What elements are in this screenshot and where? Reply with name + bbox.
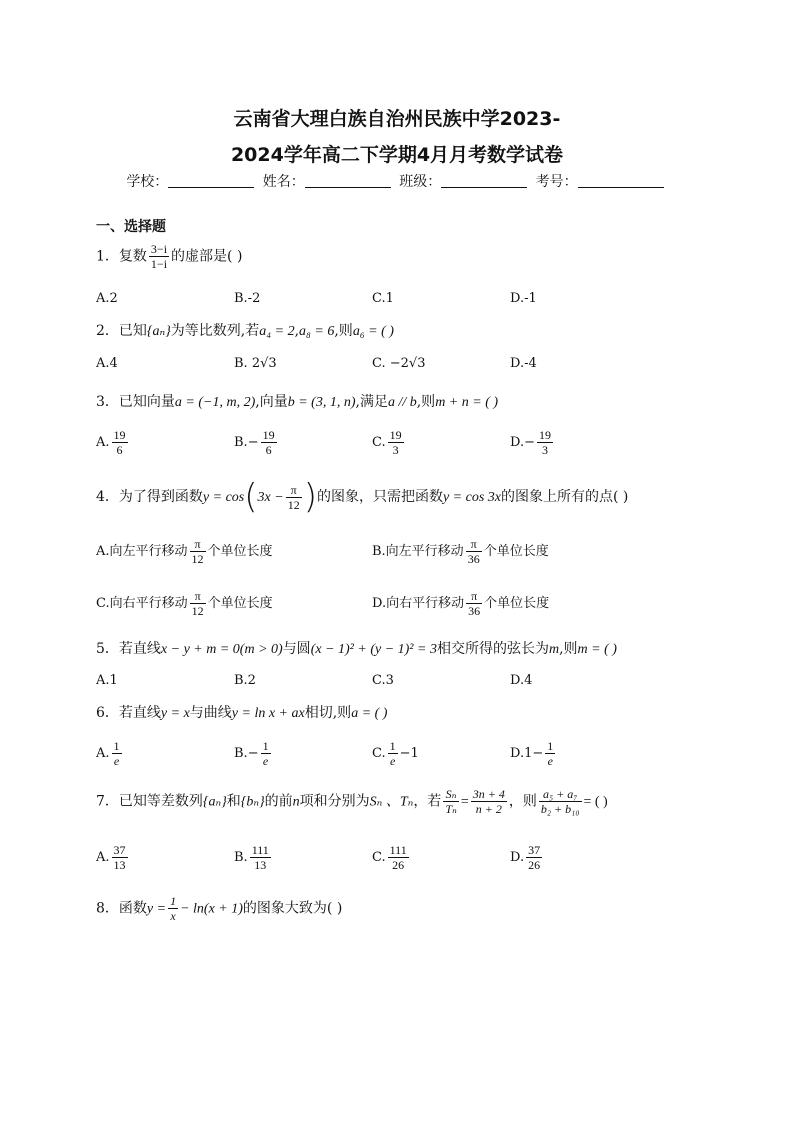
denominator: e bbox=[389, 754, 396, 768]
fraction bbox=[261, 428, 277, 457]
denominator: 12 bbox=[287, 497, 300, 512]
q3-option-b[interactable] bbox=[234, 428, 279, 457]
exam-title-line2: 2024学年高二下学期4月月考数学试卷 bbox=[230, 144, 564, 166]
option-tail: 个单位长度 bbox=[207, 596, 273, 611]
question-number: 5． bbox=[96, 641, 119, 657]
q4-option-b[interactable] bbox=[372, 537, 549, 566]
q7-option-d[interactable] bbox=[510, 843, 544, 872]
q6-option-a[interactable] bbox=[96, 739, 124, 768]
q7-option-b[interactable] bbox=[234, 843, 273, 872]
question-text: 的图象大致为( ) bbox=[242, 900, 343, 917]
option-label: A. bbox=[96, 850, 110, 865]
q2-option-d[interactable]: D.-4 bbox=[510, 356, 537, 371]
numerator: 1 bbox=[547, 739, 554, 753]
denominator: n + 2 bbox=[475, 802, 502, 816]
denominator: 6 bbox=[116, 443, 123, 457]
numerator: 1 bbox=[262, 739, 269, 753]
fraction bbox=[466, 537, 482, 566]
question-text: 与圆 bbox=[282, 641, 311, 657]
numerator: 19 bbox=[262, 428, 275, 442]
question-8 bbox=[96, 894, 342, 923]
numerator: π bbox=[190, 537, 206, 552]
q6-option-b[interactable] bbox=[234, 739, 273, 768]
fraction bbox=[250, 843, 271, 872]
q5-option-c[interactable]: C.3 bbox=[372, 673, 394, 688]
question-number: 7． bbox=[96, 793, 119, 810]
q4-option-c[interactable] bbox=[96, 589, 273, 618]
fraction bbox=[261, 739, 271, 768]
fraction bbox=[466, 589, 482, 618]
option-label: B. bbox=[234, 850, 248, 865]
question-3 bbox=[96, 391, 498, 411]
numerator: π bbox=[466, 537, 482, 552]
option-tail: 个单位长度 bbox=[484, 596, 550, 611]
q2-option-c[interactable]: C. −2√3 bbox=[372, 356, 426, 371]
q7-option-a[interactable] bbox=[96, 843, 130, 872]
class-label: 班级： bbox=[399, 174, 442, 190]
math-expression: (x − 1)² + (y − 1)² = 3 bbox=[310, 642, 437, 657]
math-expression: y = ln x + ax bbox=[231, 706, 305, 721]
fraction bbox=[539, 787, 582, 816]
math-expression: {bₙ} bbox=[240, 794, 265, 810]
math-expression: y = bbox=[146, 901, 167, 917]
numerator: 1 bbox=[113, 739, 120, 753]
question-text: ,则 bbox=[559, 641, 578, 657]
q1-option-c[interactable]: C.1 bbox=[372, 291, 394, 306]
q7-option-c[interactable] bbox=[372, 843, 411, 872]
denominator: 13 bbox=[254, 858, 267, 872]
math-expression: a // b bbox=[387, 395, 417, 410]
math-expression: = ( ) bbox=[583, 794, 608, 810]
q2-option-a[interactable]: A.4 bbox=[96, 356, 118, 371]
question-text: 已知向量 bbox=[118, 394, 175, 410]
question-text: ,则 bbox=[334, 323, 353, 339]
exam-title-line1: 云南省大理白族自治州民族中学2023- bbox=[233, 108, 561, 130]
question-2: 2．已知{aₙ}为等比数列,若a₄ = 2,a₈ = 6,则a₆ = ( ) bbox=[96, 323, 394, 339]
math-expression: a₈ = 6 bbox=[299, 324, 335, 339]
math-expression: y = cos 3x bbox=[442, 490, 501, 505]
math-expression: m + n = ( ) bbox=[435, 395, 499, 410]
math-expression: m bbox=[548, 642, 560, 657]
question-text: 的前 bbox=[264, 793, 293, 810]
math-expression: x − y + m = 0(m > 0) bbox=[160, 642, 283, 657]
q6-option-d[interactable] bbox=[510, 739, 557, 768]
fraction bbox=[286, 483, 302, 512]
numerator: Sₙ bbox=[443, 787, 459, 802]
q1-option-d[interactable]: D.-1 bbox=[510, 291, 537, 306]
fraction bbox=[537, 428, 553, 457]
denominator: 6 bbox=[265, 443, 272, 457]
option-sign: − bbox=[524, 435, 535, 450]
question-text: 相交所得的弦长为 bbox=[436, 641, 549, 657]
question-text: 复数 bbox=[118, 248, 147, 265]
exam-number-label: 考号： bbox=[535, 174, 578, 190]
option-label: A. bbox=[96, 746, 110, 761]
q3-option-c[interactable] bbox=[372, 428, 406, 457]
math-expression: a₆ = ( ) bbox=[352, 324, 394, 339]
question-text: 若直线 bbox=[118, 705, 161, 721]
math-expression: 3x − bbox=[257, 490, 284, 505]
numerator: π bbox=[286, 483, 302, 498]
question-text: 和 bbox=[226, 793, 241, 810]
option-label: C. bbox=[372, 435, 386, 450]
numerator: π bbox=[466, 589, 482, 604]
option-label: D. bbox=[510, 850, 525, 865]
question-5 bbox=[96, 638, 617, 658]
math-expression: m = ( ) bbox=[577, 642, 617, 657]
option-label: C. bbox=[372, 850, 386, 865]
fraction bbox=[388, 739, 398, 768]
fraction bbox=[545, 739, 555, 768]
option-tail: 个单位长度 bbox=[483, 544, 549, 559]
fraction bbox=[112, 739, 122, 768]
question-text: 相切,则 bbox=[304, 705, 352, 721]
math-expression: Sₙ 、Tₙ bbox=[369, 794, 414, 810]
question-text: 的图象，只需把函数 bbox=[316, 489, 443, 505]
denominator: b₂ + b₁₀ bbox=[540, 802, 580, 816]
math-expression: y = x bbox=[160, 706, 190, 721]
question-text: 为了得到函数 bbox=[118, 489, 203, 505]
math-expression: a = (−1, m, 2) bbox=[174, 395, 256, 410]
question-7: 7．已知等差数列{aₙ}和{bₙ}的前n项和分别为Sₙ 、Tₙ，若 $\frac{\text{Sₙ}}{\text{Tₙ}}$ = $\frac{3n + 4}{n + 2}$ ，则 $\frac{\text{a₅ + a₇}}{\text{b₂ + b₁₀}}$ = ( ) bbox=[96, 787, 608, 816]
option-label: A. bbox=[96, 435, 110, 450]
numerator: 37 bbox=[528, 843, 541, 857]
class-blank[interactable] bbox=[441, 173, 527, 188]
school-label: 学校： bbox=[126, 174, 169, 190]
fraction bbox=[112, 428, 128, 457]
q6-option-c[interactable] bbox=[372, 739, 419, 768]
q1-option-b[interactable]: B.-2 bbox=[234, 291, 261, 306]
question-number: 1． bbox=[96, 248, 119, 265]
option-label: B.向左平行移动 bbox=[372, 544, 464, 559]
math-expression: n bbox=[292, 794, 300, 810]
numerator: 19 bbox=[539, 428, 551, 442]
numerator: 111 bbox=[251, 843, 269, 857]
fraction bbox=[168, 894, 178, 923]
denominator: 36 bbox=[467, 552, 480, 566]
numerator: 1 bbox=[389, 739, 396, 753]
math-expression: {aₙ} bbox=[202, 794, 227, 810]
question-text: ，则 bbox=[508, 793, 537, 810]
fraction bbox=[388, 843, 409, 872]
numerator: π bbox=[190, 589, 206, 604]
numerator: 111 bbox=[389, 843, 407, 857]
option-label: C.向右平行移动 bbox=[96, 596, 188, 611]
q4-option-d[interactable] bbox=[372, 589, 549, 618]
question-text: ,满足 bbox=[355, 394, 388, 410]
q4-option-a[interactable] bbox=[96, 537, 273, 566]
question-number: 4． bbox=[96, 489, 119, 505]
numerator: 37 bbox=[113, 843, 126, 857]
q5-option-d[interactable]: D.4 bbox=[510, 673, 533, 688]
denominator: 13 bbox=[113, 858, 126, 872]
fraction bbox=[190, 589, 206, 618]
question-text: ,则 bbox=[416, 394, 436, 410]
option-pre: − bbox=[247, 746, 259, 761]
q2-option-b[interactable]: B. 2√3 bbox=[234, 356, 277, 371]
q5-option-a[interactable]: A.1 bbox=[96, 673, 118, 688]
numerator: 19 bbox=[389, 428, 402, 442]
q3-option-a[interactable] bbox=[96, 428, 130, 457]
exam-number-blank[interactable] bbox=[578, 173, 664, 188]
math-expression: {aₙ} bbox=[146, 324, 171, 339]
question-text: 项和分别为 bbox=[299, 793, 370, 810]
question-number: 2． bbox=[96, 323, 119, 339]
question-text: ，若 bbox=[413, 793, 442, 810]
denominator: 26 bbox=[528, 858, 541, 872]
option-tail: 个单位长度 bbox=[207, 544, 273, 559]
denominator: 12 bbox=[191, 604, 204, 618]
fraction bbox=[471, 787, 507, 816]
denominator: e bbox=[262, 754, 269, 768]
question-text: 已知等差数列 bbox=[118, 793, 203, 810]
option-label: C. bbox=[372, 746, 386, 761]
fraction bbox=[526, 843, 542, 872]
q1-option-a[interactable]: A.2 bbox=[96, 291, 118, 306]
math-expression: b = (3, 1, n) bbox=[287, 395, 356, 410]
question-text: 为等比数列,若 bbox=[170, 323, 260, 339]
name-label: 姓名： bbox=[262, 174, 305, 190]
denominator: Tₙ bbox=[445, 802, 457, 816]
math-expression: − ln(x + 1) bbox=[180, 901, 243, 917]
question-text: 函数 bbox=[118, 900, 147, 917]
fraction bbox=[112, 843, 128, 872]
student-info-row bbox=[0, 171, 794, 191]
fraction bbox=[388, 428, 404, 457]
question-text: 若直线 bbox=[118, 641, 161, 657]
option-label: D. bbox=[510, 746, 525, 761]
q5-option-b[interactable]: B.2 bbox=[234, 673, 256, 688]
fraction bbox=[149, 242, 169, 271]
denominator: 3 bbox=[392, 443, 399, 457]
question-4: 4．为了得到函数y = cos(3x − $\frac{\pi}{12}$ )的图象，只需把函数y = cos 3x的图象上所有的点( ) bbox=[96, 477, 629, 517]
numerator: 3n + 4 bbox=[472, 787, 505, 801]
option-label: D.向右平行移动 bbox=[372, 596, 465, 611]
question-1 bbox=[96, 242, 242, 271]
numerator: a₅ + a₇ bbox=[539, 787, 582, 802]
math-expression: a = ( ) bbox=[351, 706, 388, 721]
denominator: e bbox=[547, 754, 553, 768]
question-text: ,向量 bbox=[255, 394, 288, 410]
denominator: 3 bbox=[542, 443, 548, 457]
question-text: 已知 bbox=[118, 323, 147, 339]
option-label: D. bbox=[510, 435, 525, 450]
numerator: 1 bbox=[170, 894, 177, 908]
denominator: 36 bbox=[468, 604, 481, 618]
denominator: x bbox=[170, 909, 176, 923]
denominator: 12 bbox=[191, 552, 204, 566]
fraction bbox=[443, 787, 459, 816]
section-title: 一、选择题 bbox=[96, 219, 166, 235]
question-text: 的图象上所有的点( ) bbox=[501, 489, 629, 505]
numerator: 19 bbox=[113, 428, 126, 442]
option-label: B. bbox=[234, 746, 248, 761]
question-number: 8． bbox=[96, 900, 119, 917]
option-label: A.向左平行移动 bbox=[96, 544, 188, 559]
option-post: −1 bbox=[399, 746, 419, 761]
option-sign: − bbox=[247, 435, 259, 450]
denominator: 26 bbox=[392, 858, 405, 872]
option-pre: 1− bbox=[524, 746, 544, 761]
option-label: B. bbox=[234, 435, 248, 450]
numerator: 3−i bbox=[150, 242, 168, 256]
question-text: 与曲线 bbox=[189, 705, 232, 721]
math-expression: a₄ = 2 bbox=[259, 324, 295, 339]
name-blank[interactable] bbox=[305, 173, 391, 188]
question-number: 3． bbox=[96, 394, 119, 410]
school-blank[interactable] bbox=[168, 173, 254, 188]
question-number: 6． bbox=[96, 705, 119, 721]
math-expression: y = cos bbox=[202, 490, 245, 505]
question-6 bbox=[96, 702, 387, 722]
denominator: 1−i bbox=[150, 257, 168, 271]
question-text: 的虚部是( ) bbox=[171, 248, 243, 265]
fraction bbox=[190, 537, 206, 566]
denominator: e bbox=[113, 754, 120, 768]
q3-option-d[interactable] bbox=[510, 428, 555, 457]
